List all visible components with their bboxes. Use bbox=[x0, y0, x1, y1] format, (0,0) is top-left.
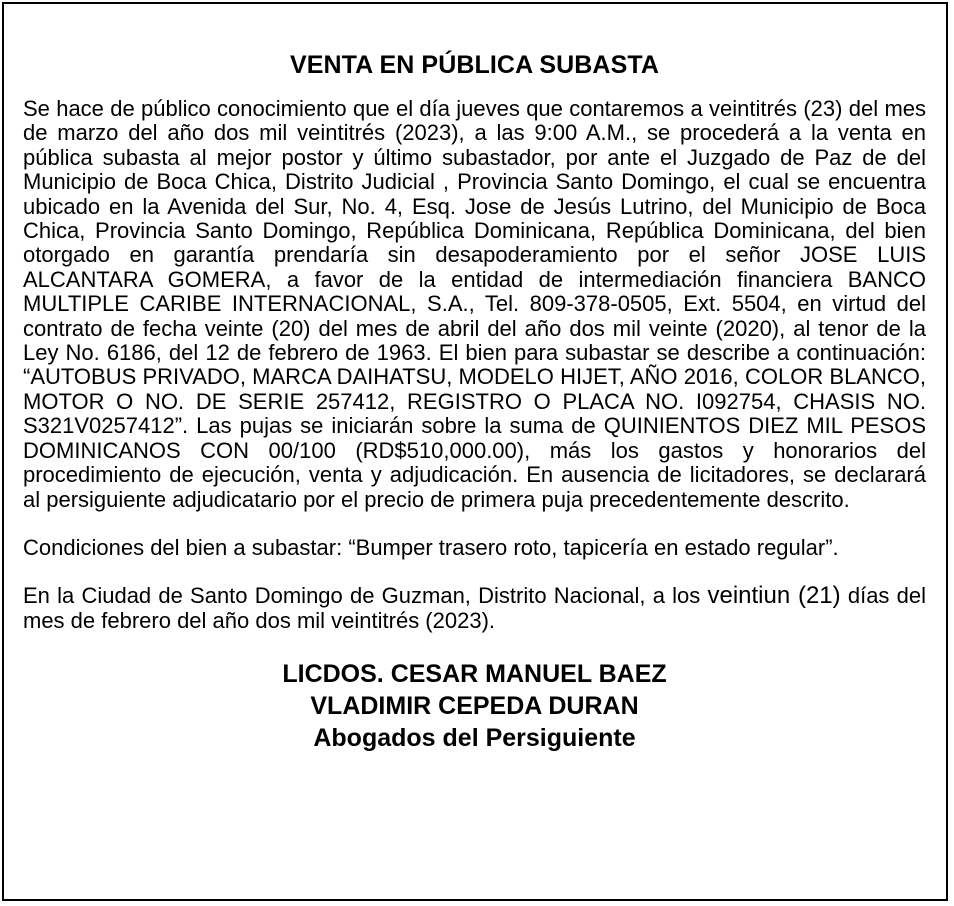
signature-block bbox=[23, 658, 926, 754]
signer-line-2: VLADIMIR CEPEDA DURAN bbox=[310, 692, 639, 721]
closing-text-start: En la Ciudad de Santo Domingo de Guzman, Distrito Nacional, a los bbox=[23, 583, 708, 609]
conditions-paragraph: Condiciones del bien a subastar: “Bumper trasero roto, tapicería en estado regular”. bbox=[23, 534, 839, 560]
notice-content bbox=[23, 50, 926, 754]
notice-body: Se hace de público conocimiento que el día jueves que contaremos a veintitrés (23) del mes de marzo del año dos mil veintitrés (2023), a las 9:00 A.M., se procederá a la venta en pública subasta al mejor postor y último subastador, por ante el Juzgado de Paz de del Municipio de Boca Chica, Distrito Judicial , Provincia Santo Domingo, el cual se encuentra ubicado en la Avenida del Sur, No. 4, Esq. Jose de Jesús Lutrino, del Municipio de Boca Chica, Provincia Santo Domingo, República Dominicana, República Dominicana, del bien otorgado en garantía prendaría sin desapoderamiento por el señor JOSE LUIS ALCANTARA GOMERA, a favor de la entidad de intermediación financiera BANCO MULTIPLE CARIBE INTERNACIONAL, S.A., Tel. 809-378-0505, Ext. 5504, en virtud del contrato de fecha veinte (20) del mes de abril del año dos mil veinte (2020), al tenor de la Ley No. 6186, del 12 de febrero de 1963. El bien para subastar se describe a continuación: “AUTOBUS PRIVADO, MARCA DAIHATSU, MODELO HIJET, AÑO 2016, COLOR BLANCO, MOTOR O NO. DE SERIE 257412, REGISTRO O PLACA NO. I092754, CHASIS NO. S321V0257412”. Las pujas se iniciarán sobre la suma de QUINIENTOS DIEZ MIL PESOS DOMINICANOS CON 00/100 (RD$510,000.00), más los gastos y honorarios del procedimiento de ejecución, venta y adjudicación. En ausencia de licitadores, se declarará al persiguiente adjudicatario por el precio de primera puja precedentemente descrito. bbox=[23, 96, 926, 512]
signer-role: Abogados del Persiguiente bbox=[313, 724, 636, 753]
legal-notice-frame bbox=[2, 2, 948, 901]
closing-text-end: días del mes de febrero del año dos mil veintitrés (2023). bbox=[23, 583, 926, 633]
notice-title: VENTA EN PÚBLICA SUBASTA bbox=[289, 51, 660, 79]
signer-line-1: LICDOS. CESAR MANUEL BAEZ bbox=[282, 660, 667, 689]
closing-day: veintiun (21) bbox=[707, 582, 841, 610]
closing-paragraph bbox=[23, 584, 926, 633]
